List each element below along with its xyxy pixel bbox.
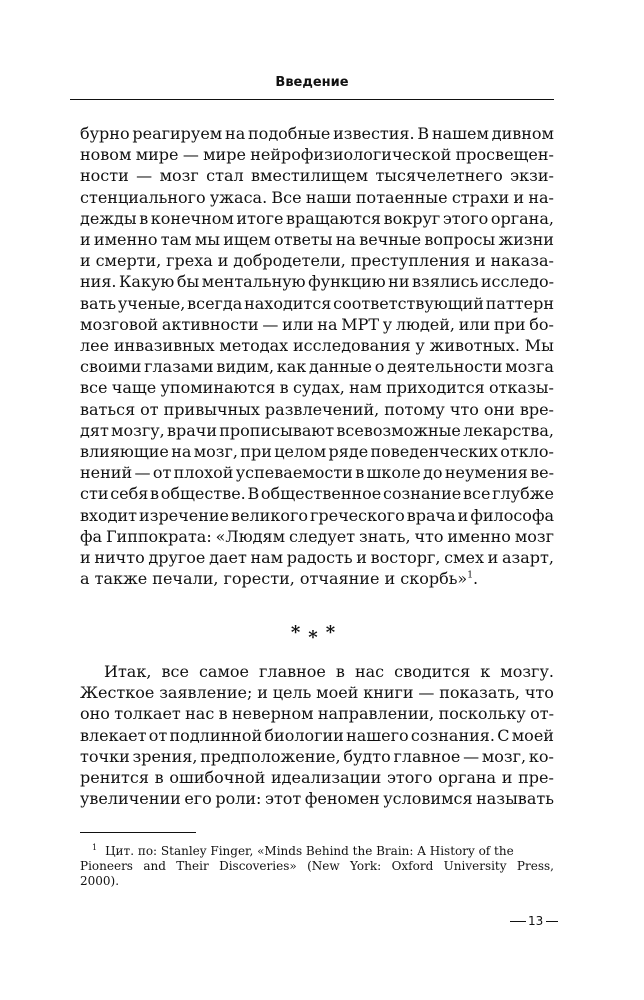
word: вращаются <box>285 208 382 228</box>
word: — <box>182 145 199 165</box>
word: В <box>417 124 430 143</box>
word: школе <box>366 463 421 483</box>
word: поскольку <box>438 704 526 724</box>
word: плохой <box>173 463 234 483</box>
text-line <box>80 547 554 568</box>
word: всегда <box>187 293 243 313</box>
word: ряде <box>328 442 369 462</box>
word: показать, <box>439 683 520 703</box>
text-line-content: а также печали, горести, отчаяние и скорбь» <box>80 569 468 589</box>
word: этого <box>442 208 489 228</box>
word: и <box>257 683 268 703</box>
word: все <box>462 484 491 504</box>
word: успеваемости <box>235 463 353 483</box>
word: ученые, <box>117 293 186 313</box>
word: сти <box>80 484 109 504</box>
word: цель <box>272 683 312 703</box>
word: смех <box>444 548 484 568</box>
word: в <box>335 662 345 681</box>
page-number-rule-left <box>510 921 526 922</box>
text-line <box>80 746 554 767</box>
word: Все <box>271 187 302 207</box>
word: новом <box>80 145 132 165</box>
word: — <box>463 746 480 766</box>
text-line <box>80 483 554 504</box>
footnote-first-line <box>92 844 514 859</box>
word: у <box>382 314 393 334</box>
word: о <box>374 357 385 377</box>
word: вать <box>80 293 117 313</box>
word: органа, <box>490 208 554 228</box>
word: экзи- <box>510 166 554 186</box>
word: исследо- <box>480 272 554 292</box>
word: знать, <box>359 526 411 546</box>
word: в <box>218 704 228 724</box>
word: деятельности <box>387 357 503 377</box>
word: оно <box>80 704 110 724</box>
word: входит <box>80 505 138 525</box>
word: дивном <box>491 124 554 143</box>
text-line <box>80 165 554 186</box>
word: именно <box>447 526 511 546</box>
word: ментальную <box>201 272 306 292</box>
word: реагируем <box>132 124 223 143</box>
word: добродетели, <box>233 251 346 271</box>
word: условимся <box>383 789 473 809</box>
word: от <box>140 399 159 419</box>
word: упоминаются <box>160 378 276 398</box>
text-line <box>80 788 554 809</box>
word: нашем <box>431 124 489 143</box>
word: в <box>279 378 289 398</box>
word: лекарства, <box>463 420 554 440</box>
word: ни <box>388 272 410 292</box>
text-line <box>80 399 554 420</box>
word: вместилищем <box>251 166 369 186</box>
word: и <box>217 251 229 271</box>
word: наказа- <box>490 251 554 271</box>
asterisk: * <box>290 622 309 643</box>
word: что <box>449 399 479 419</box>
word: ошибочной <box>169 768 266 788</box>
paragraph-1 <box>80 123 554 589</box>
word: феномен <box>304 789 380 809</box>
word: мозг <box>159 166 199 186</box>
word: МРТ <box>341 314 380 334</box>
word: в <box>355 463 365 483</box>
word: исследования <box>292 336 411 356</box>
footnote-line: 2000). <box>80 874 120 888</box>
word: радость <box>286 548 353 568</box>
word: мозгу. <box>500 662 554 681</box>
word: людей, <box>395 314 456 334</box>
word: зрения, <box>132 746 198 766</box>
word: откло- <box>500 442 554 462</box>
word: нас <box>185 704 215 724</box>
word: В <box>247 484 260 504</box>
text-line <box>80 314 554 335</box>
word: Жесткое <box>80 683 155 703</box>
word: на <box>171 442 192 462</box>
word: заявление; <box>159 683 253 703</box>
word: нений <box>80 463 133 483</box>
sentence-period: . <box>472 569 479 589</box>
text-line <box>80 441 554 462</box>
word: до <box>423 463 443 483</box>
text-line-last <box>80 568 554 589</box>
word: нам <box>349 378 382 398</box>
word: общественное <box>260 484 382 504</box>
word: ности <box>80 166 129 186</box>
word: вокруг <box>383 208 441 228</box>
word: философа <box>470 505 554 525</box>
header-rule <box>70 99 554 100</box>
word: изречение <box>139 505 229 525</box>
word: — <box>136 166 153 186</box>
word: судах, <box>292 378 345 398</box>
word: при <box>493 314 526 334</box>
word: функцию <box>308 272 386 292</box>
word: все <box>80 378 108 398</box>
word: мозга <box>505 357 554 377</box>
word: увеличении <box>80 789 181 809</box>
word: этот <box>264 789 302 809</box>
word: вечные <box>359 230 422 250</box>
word: в <box>154 768 164 788</box>
text-line <box>80 725 554 746</box>
word: толкает <box>114 704 181 724</box>
word: инвазивных <box>113 336 215 356</box>
word: врача <box>406 505 456 525</box>
word: называть <box>476 789 554 809</box>
word: дят <box>80 420 109 440</box>
word: ния. <box>80 272 117 292</box>
footnote-line <box>80 844 554 859</box>
word: мире <box>135 145 179 165</box>
page-number <box>500 913 560 929</box>
asterisk: * <box>325 622 344 643</box>
word: при <box>240 442 272 462</box>
word: именно <box>93 230 158 250</box>
word: Какую <box>119 272 175 292</box>
word: нам <box>250 548 284 568</box>
word: просвещен- <box>455 145 554 165</box>
word: прописывают <box>219 420 335 440</box>
text-line <box>80 526 554 547</box>
word: и <box>487 548 499 568</box>
word: моей <box>511 725 554 745</box>
word: находится <box>244 293 332 313</box>
word: — <box>134 463 151 483</box>
word: пре- <box>518 768 554 788</box>
word: Pioneers <box>80 859 133 873</box>
word: данные <box>309 357 372 377</box>
word: этого <box>386 768 433 788</box>
word: York: <box>350 859 382 873</box>
word: что <box>524 683 554 703</box>
word: соответствующий <box>333 293 484 313</box>
word: приходится <box>386 378 485 398</box>
word: в <box>150 484 160 504</box>
word: отказы- <box>489 378 554 398</box>
word: активности <box>161 314 259 334</box>
word: мире <box>203 145 246 165</box>
text-line <box>80 420 554 441</box>
word: бурно <box>80 124 130 143</box>
word: and <box>143 859 166 873</box>
word: глубже <box>492 484 554 504</box>
word: дежды <box>80 208 137 228</box>
text-line <box>80 271 554 292</box>
word: от- <box>530 704 554 724</box>
word: точки <box>80 746 130 766</box>
word: ко- <box>528 746 554 766</box>
word: стал <box>206 166 244 186</box>
word: сознание <box>382 484 462 504</box>
word: все <box>161 662 189 681</box>
word: ваться <box>80 399 136 419</box>
word: обществе. <box>160 484 246 504</box>
word: роли: <box>215 789 262 809</box>
word: всевозможные <box>336 420 461 440</box>
word: органа <box>438 768 497 788</box>
word: другое <box>148 548 206 568</box>
word: ве- <box>530 463 554 483</box>
word: на <box>335 230 356 250</box>
word: University <box>443 859 507 873</box>
word: ренится <box>80 768 149 788</box>
word: или <box>458 314 491 334</box>
word: стенциального <box>80 187 206 207</box>
word: Гиппократа: <box>105 526 212 546</box>
word: жизни <box>498 230 554 250</box>
word: самое <box>198 662 249 681</box>
word: влияющие <box>80 442 169 462</box>
asterisk: * <box>308 627 326 648</box>
word: книги <box>363 683 414 703</box>
word: неумения <box>444 463 528 483</box>
word: ищем <box>223 230 271 250</box>
word: азарт, <box>502 548 554 568</box>
word: вопросы <box>424 230 496 250</box>
word: лее <box>80 336 110 356</box>
word: на <box>317 314 338 334</box>
word: или <box>282 314 314 334</box>
word: «Людям <box>215 526 286 546</box>
word: Oxford <box>391 859 434 873</box>
word: Итак, <box>104 662 152 681</box>
word: греха <box>166 251 213 271</box>
page-number-rule-right <box>546 921 558 922</box>
word: Press, <box>516 859 554 873</box>
word: наши <box>305 187 352 207</box>
word: неверном <box>231 704 314 724</box>
word: взялись <box>412 272 479 292</box>
word: мозг, <box>193 442 238 462</box>
footnote-text: Цит. по: Stanley Finger, «Minds Behind the Brain: A History of the <box>105 844 514 858</box>
word: к <box>480 662 491 681</box>
word: видим, <box>216 357 275 377</box>
word: будто <box>343 746 391 766</box>
text-line <box>80 767 554 788</box>
word: влекает <box>80 725 147 745</box>
word: тысячелетнего <box>375 166 503 186</box>
word: известия. <box>333 124 415 143</box>
word: развлечений, <box>264 399 380 419</box>
text-line <box>80 682 554 703</box>
word: Мы <box>524 336 554 356</box>
text-line <box>80 144 554 165</box>
word: — <box>418 683 435 703</box>
footnote-rule <box>80 832 196 833</box>
word: мозгу, <box>111 420 165 440</box>
text-line <box>80 661 554 682</box>
word: и <box>80 251 91 271</box>
footnote-line <box>80 859 554 874</box>
word: великого <box>231 505 308 525</box>
word: Discoveries» <box>219 859 297 873</box>
word: бы <box>176 272 200 292</box>
word: бо- <box>529 314 554 334</box>
word: поведенческих <box>370 442 498 462</box>
word: Their <box>176 859 209 873</box>
word: ничто <box>94 548 145 568</box>
paragraph-2 <box>80 661 554 809</box>
word: мозг <box>514 526 554 546</box>
word: страхи <box>451 187 510 207</box>
word: — <box>262 314 279 334</box>
word: идеализации <box>271 768 382 788</box>
section-break-asterism <box>80 622 554 648</box>
word: от <box>148 725 168 745</box>
running-head: Введение <box>275 75 349 90</box>
word: мы <box>194 230 220 250</box>
word: своими <box>80 357 142 377</box>
word: ответы <box>273 230 333 250</box>
word: смерти, <box>95 251 162 271</box>
text-line <box>80 377 554 398</box>
word: вре- <box>519 399 554 419</box>
word: конечном <box>150 208 234 228</box>
word: на <box>225 124 246 143</box>
word: направлении, <box>317 704 435 724</box>
word: и <box>501 768 513 788</box>
text-line <box>80 250 554 271</box>
word: привычных <box>163 399 260 419</box>
word: сознания. <box>410 725 495 745</box>
word: и <box>80 548 91 568</box>
word: преступления <box>350 251 471 271</box>
word: мозг, <box>481 746 527 766</box>
text-line <box>80 335 554 356</box>
word: потому <box>384 399 445 419</box>
word: потаенные <box>355 187 448 207</box>
word: фа <box>80 526 103 546</box>
word: как <box>276 357 307 377</box>
word: биологии <box>264 725 344 745</box>
text-line <box>80 462 554 483</box>
word: что <box>414 526 444 546</box>
word: у <box>415 336 425 356</box>
word: целом <box>274 442 327 462</box>
word: главное <box>259 662 326 681</box>
word: они <box>483 399 515 419</box>
word: врачи <box>166 420 218 440</box>
text-line <box>80 123 554 144</box>
word: подобные <box>248 124 331 143</box>
word: от <box>152 463 172 483</box>
word: и <box>356 548 367 568</box>
word: в <box>139 208 149 228</box>
page-number-text: 13 <box>528 914 544 928</box>
word: следует <box>288 526 356 546</box>
word: и <box>80 230 91 250</box>
word: сводится <box>394 662 471 681</box>
word: и <box>474 251 486 271</box>
word: восторг, <box>370 548 441 568</box>
word: и <box>513 187 525 207</box>
text-line <box>80 187 554 208</box>
word: чаще <box>111 378 157 398</box>
word: паттерн <box>485 293 554 313</box>
word: С <box>497 725 510 745</box>
word: глазами <box>144 357 214 377</box>
word: животных. <box>429 336 521 356</box>
footnote-number: 1 <box>92 843 98 852</box>
word: на- <box>528 187 554 207</box>
text-line <box>80 229 554 250</box>
text-line <box>80 356 554 377</box>
word: ужаса. <box>209 187 268 207</box>
word: нашего <box>346 725 409 745</box>
word: методах <box>219 336 289 356</box>
word: греческого <box>309 505 405 525</box>
text-line <box>80 505 554 526</box>
word: и <box>457 505 469 525</box>
word: главное <box>393 746 461 766</box>
word: там <box>160 230 192 250</box>
word: нейрофизиологической <box>250 145 452 165</box>
word: себя <box>110 484 149 504</box>
word: его <box>184 789 212 809</box>
footnote <box>80 844 554 889</box>
text-line <box>80 703 554 724</box>
word: (New <box>307 859 340 873</box>
text-line <box>80 293 554 314</box>
word: мозговой <box>80 314 159 334</box>
word: итоге <box>236 208 284 228</box>
word: моей <box>316 683 359 703</box>
text-line <box>80 208 554 229</box>
word: предположение, <box>200 746 341 766</box>
word: дает <box>209 548 247 568</box>
footnote-ref[interactable]: 1 <box>467 570 473 581</box>
word: нас <box>354 662 385 681</box>
word: подлинной <box>169 725 263 745</box>
